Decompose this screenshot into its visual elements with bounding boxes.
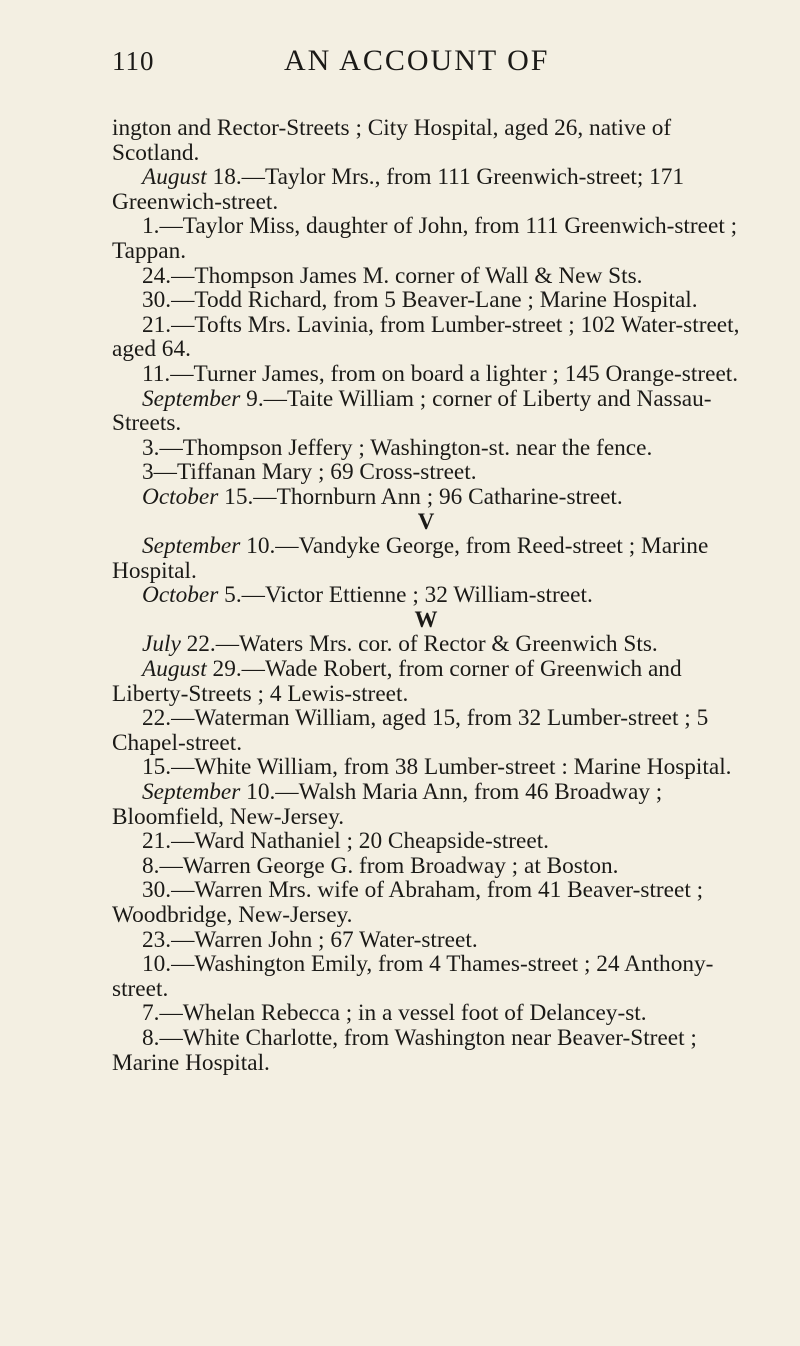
death-entry [112,165,740,214]
entry-text: 8.—White Charlotte, from Washington near Beaver-Street ; Marine Hospital. [112,1024,697,1076]
death-entry [112,264,740,289]
entry-text: 30.—Todd Richard, from 5 Beaver-Lane ; Marine Hospital. [142,287,698,314]
entry-month: August [142,164,207,191]
entry-text: 30.—Warren Mrs. wife of Abraham, from 41 Beaver-street ; Woodbridge, New-Jersey. [112,877,704,928]
letter-heading: W [414,606,438,632]
death-entry [112,387,740,436]
entry-text: 18.—Taylor Mrs., from 111 Greenwich-street; 171 Greenwich-street. [112,164,685,215]
entry-text: 10.—Washington Emily, from 4 Thames-street ; 24 Anthony-street. [112,951,714,1002]
death-entry [112,214,740,263]
entry-text: 9.—Taite William ; corner of Liberty and Nassau-Streets. [112,385,712,437]
death-entry [112,706,740,755]
death-entry [112,755,740,780]
entry-month: September [142,779,241,806]
entry-month: July [142,631,181,658]
entry-month: October [142,483,219,510]
entry-text: 5.—Victor Ettienne ; 32 William-street. [218,582,593,609]
entry-month: September [142,533,241,560]
death-entry [112,313,740,362]
page-header [112,44,738,88]
entry-text: 21.—Ward Nathaniel ; 20 Cheapside-street. [142,828,549,855]
death-entry [112,362,740,387]
continued-entry [112,116,740,165]
death-entry [112,854,740,879]
body-text [112,116,740,1075]
entry-text: 15.—Thornburn Ann ; 96 Catharine-street. [218,483,623,510]
page-number: 110 [112,46,155,76]
entry-text: 10.—Walsh Maria Ann, from 46 Broadway ; Bloomfield, New-Jersey. [112,779,663,830]
death-entry [112,436,740,461]
entry-text: 21.—Tofts Mrs. Lavinia, from Lumber-street ; 102 Water-street, aged 64. [112,311,740,363]
entry-text: 11.—Turner James, from on board a lighter ; 145 Orange-street. [142,360,739,387]
entry-month: October [142,582,219,609]
entry-text: ington and Rector-Streets ; City Hospital, aged 26, native of Scotland. [112,115,672,166]
death-entry [112,780,740,829]
entry-text: 23.—Warren John ; 67 Water-street. [142,926,478,953]
death-entry [112,829,740,854]
death-entry [112,632,740,657]
death-entry [112,534,740,583]
death-entry [112,878,740,927]
death-entry [112,928,740,953]
entry-text: 1.—Taylor Miss, daughter of John, from 111 Greenwich-street ; Tappan. [112,213,738,264]
entry-text: 15.—White William, from 38 Lumber-street : Marine Hospital. [142,754,732,781]
entry-month: August [142,656,207,683]
death-entry [112,657,740,706]
entry-text: 29.—Wade Robert, from corner of Greenwich and Liberty-Streets ; 4 Lewis-street. [112,656,682,707]
death-entry [112,288,740,313]
death-entry [112,485,740,510]
entry-text: 24.—Thompson James M. corner of Wall & New Sts. [142,262,643,289]
entry-text: 3—Tiffanan Mary ; 69 Cross-street. [142,459,477,486]
death-entry [112,583,740,608]
entry-month: September [142,385,241,412]
entry-text: 3.—Thompson Jeffery ; Washington-st. near the fence. [142,434,653,461]
death-entry [112,1026,740,1075]
letter-heading: V [417,508,435,534]
entry-text: 22.—Waters Mrs. cor. of Rector & Greenwich Sts. [180,631,658,658]
entry-text: 8.—Warren George G. from Broadway ; at Boston. [142,852,619,879]
entry-text: 7.—Whelan Rebecca ; in a vessel foot of Delancey-st. [142,1000,647,1027]
death-entry [112,952,740,1001]
death-entry [112,1001,740,1026]
entry-text: 22.—Waterman William, aged 15, from 32 Lumber-street ; 5 Chapel-street. [112,705,709,756]
death-entry [112,460,740,485]
entry-text: 10.—Vandyke George, from Reed-street ; Marine Hospital. [112,533,709,584]
running-title: AN ACCOUNT OF [284,44,550,77]
